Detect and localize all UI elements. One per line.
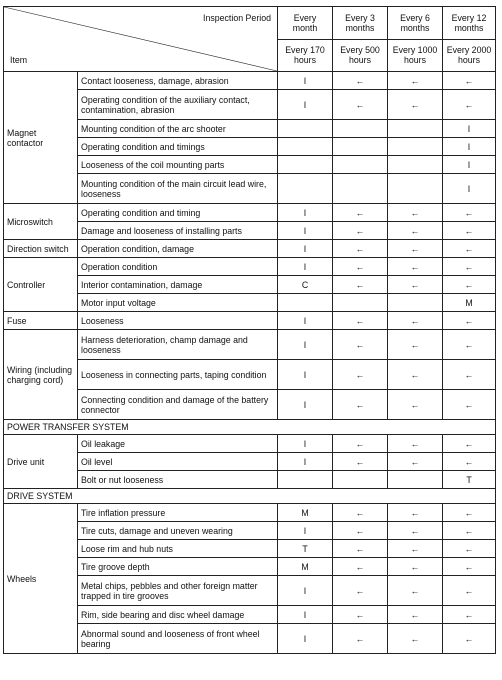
period-4-months: Every 12 months xyxy=(443,7,496,40)
period-3-months: Every 6 months xyxy=(388,7,443,40)
section-title: POWER TRANSFER SYSTEM xyxy=(4,420,496,435)
period-mark-4: ← xyxy=(443,222,496,240)
table-row xyxy=(4,72,496,90)
section-title: DRIVE SYSTEM xyxy=(4,489,496,504)
item-description: Damage and looseness of installing parts xyxy=(78,222,278,240)
table-row xyxy=(4,276,496,294)
inspection-schedule-table xyxy=(3,6,496,654)
period-mark-2: ← xyxy=(333,540,388,558)
category-cell: Drive unit xyxy=(4,435,78,489)
inspection-period-label: Inspection Period xyxy=(203,13,271,23)
period-mark-1: I xyxy=(278,390,333,420)
table-row xyxy=(4,540,496,558)
table-row xyxy=(4,453,496,471)
period-mark-3: ← xyxy=(388,204,443,222)
table-row xyxy=(4,504,496,522)
period-mark-3 xyxy=(388,120,443,138)
item-description: Connecting condition and damage of the battery connector xyxy=(78,390,278,420)
period-mark-3: ← xyxy=(388,624,443,654)
item-description: Operating condition and timing xyxy=(78,204,278,222)
period-mark-4: ← xyxy=(443,522,496,540)
period-mark-3: ← xyxy=(388,390,443,420)
period-mark-4: ← xyxy=(443,624,496,654)
table-row xyxy=(4,606,496,624)
period-mark-4: I xyxy=(443,138,496,156)
period-mark-4: ← xyxy=(443,576,496,606)
period-mark-2: ← xyxy=(333,435,388,453)
period-mark-2: ← xyxy=(333,222,388,240)
period-mark-2 xyxy=(333,138,388,156)
category-cell: Wheels xyxy=(4,504,78,654)
table-row xyxy=(4,576,496,606)
period-mark-3: ← xyxy=(388,522,443,540)
item-description: Looseness of the coil mounting parts xyxy=(78,156,278,174)
table-row xyxy=(4,258,496,276)
period-mark-4: T xyxy=(443,471,496,489)
period-mark-2: ← xyxy=(333,390,388,420)
period-mark-3: ← xyxy=(388,72,443,90)
item-description: Abnormal sound and looseness of front wheel bearing xyxy=(78,624,278,654)
period-mark-2: ← xyxy=(333,360,388,390)
period-mark-4: ← xyxy=(443,558,496,576)
item-description: Operating condition of the auxiliary contact, contamination, abrasion xyxy=(78,90,278,120)
table-row xyxy=(4,294,496,312)
period-mark-4: ← xyxy=(443,258,496,276)
section-header-row xyxy=(4,489,496,504)
table-body xyxy=(4,72,496,654)
period-mark-3 xyxy=(388,138,443,156)
period-mark-3: ← xyxy=(388,222,443,240)
period-mark-2: ← xyxy=(333,204,388,222)
period-2-hours: Every 500 hours xyxy=(333,39,388,72)
period-mark-2 xyxy=(333,174,388,204)
period-mark-2: ← xyxy=(333,453,388,471)
period-mark-2: ← xyxy=(333,558,388,576)
item-label: Item xyxy=(10,55,28,65)
table-row xyxy=(4,90,496,120)
table-row xyxy=(4,240,496,258)
period-mark-3 xyxy=(388,174,443,204)
period-mark-4: ← xyxy=(443,606,496,624)
period-mark-4: I xyxy=(443,156,496,174)
period-4-hours: Every 2000 hours xyxy=(443,39,496,72)
category-cell: Fuse xyxy=(4,312,78,330)
period-mark-1 xyxy=(278,138,333,156)
period-mark-2 xyxy=(333,156,388,174)
category-cell: Controller xyxy=(4,258,78,312)
period-mark-2: ← xyxy=(333,330,388,360)
period-mark-3: ← xyxy=(388,90,443,120)
period-mark-1: I xyxy=(278,435,333,453)
period-mark-3: ← xyxy=(388,576,443,606)
period-mark-4: ← xyxy=(443,276,496,294)
period-mark-3: ← xyxy=(388,258,443,276)
period-mark-3: ← xyxy=(388,276,443,294)
period-mark-4: ← xyxy=(443,90,496,120)
item-description: Oil leakage xyxy=(78,435,278,453)
period-mark-4: ← xyxy=(443,312,496,330)
period-mark-4: ← xyxy=(443,360,496,390)
item-description: Metal chips, pebbles and other foreign matter trapped in tire grooves xyxy=(78,576,278,606)
period-2-months: Every 3 months xyxy=(333,7,388,40)
item-description: Motor input voltage xyxy=(78,294,278,312)
period-mark-3 xyxy=(388,471,443,489)
period-mark-1: I xyxy=(278,606,333,624)
period-3-hours: Every 1000 hours xyxy=(388,39,443,72)
period-mark-1: C xyxy=(278,276,333,294)
period-mark-4: ← xyxy=(443,435,496,453)
period-mark-1: I xyxy=(278,204,333,222)
period-mark-2: ← xyxy=(333,576,388,606)
item-description: Operation condition, damage xyxy=(78,240,278,258)
item-description: Loose rim and hub nuts xyxy=(78,540,278,558)
period-mark-1: I xyxy=(278,222,333,240)
table-row xyxy=(4,390,496,420)
period-mark-2: ← xyxy=(333,240,388,258)
period-mark-4: ← xyxy=(443,504,496,522)
period-mark-2: ← xyxy=(333,276,388,294)
period-mark-1: I xyxy=(278,312,333,330)
period-mark-2: ← xyxy=(333,90,388,120)
period-mark-3: ← xyxy=(388,558,443,576)
period-mark-2: ← xyxy=(333,624,388,654)
period-mark-3: ← xyxy=(388,540,443,558)
section-header-row xyxy=(4,420,496,435)
period-mark-2: ← xyxy=(333,72,388,90)
item-description: Mounting condition of the arc shooter xyxy=(78,120,278,138)
item-description: Looseness xyxy=(78,312,278,330)
period-mark-1: I xyxy=(278,330,333,360)
item-description: Operating condition and timings xyxy=(78,138,278,156)
table-row xyxy=(4,120,496,138)
period-mark-2: ← xyxy=(333,312,388,330)
period-mark-1 xyxy=(278,294,333,312)
item-description: Rim, side bearing and disc wheel damage xyxy=(78,606,278,624)
period-mark-2 xyxy=(333,471,388,489)
period-mark-1 xyxy=(278,120,333,138)
item-description: Mounting condition of the main circuit lead wire, looseness xyxy=(78,174,278,204)
item-description: Oil level xyxy=(78,453,278,471)
period-mark-4: ← xyxy=(443,240,496,258)
table-row xyxy=(4,360,496,390)
period-mark-1 xyxy=(278,156,333,174)
period-mark-2 xyxy=(333,294,388,312)
table-row xyxy=(4,471,496,489)
table-row xyxy=(4,204,496,222)
header-diagonal-cell xyxy=(4,7,278,72)
table-row xyxy=(4,174,496,204)
table-row xyxy=(4,312,496,330)
period-mark-1: I xyxy=(278,90,333,120)
table-row xyxy=(4,435,496,453)
period-mark-4: M xyxy=(443,294,496,312)
period-mark-3: ← xyxy=(388,504,443,522)
item-description: Tire groove depth xyxy=(78,558,278,576)
category-cell: Wiring (including charging cord) xyxy=(4,330,78,420)
item-description: Tire inflation pressure xyxy=(78,504,278,522)
period-mark-2: ← xyxy=(333,504,388,522)
category-cell: Magnet contactor xyxy=(4,72,78,204)
period-mark-1: I xyxy=(278,453,333,471)
period-1-months: Every month xyxy=(278,7,333,40)
item-description: Operation condition xyxy=(78,258,278,276)
period-mark-4: ← xyxy=(443,390,496,420)
period-mark-1: I xyxy=(278,258,333,276)
table-row xyxy=(4,522,496,540)
period-mark-4: ← xyxy=(443,453,496,471)
period-mark-1: I xyxy=(278,522,333,540)
period-mark-4: ← xyxy=(443,540,496,558)
period-mark-3: ← xyxy=(388,312,443,330)
item-description: Bolt or nut looseness xyxy=(78,471,278,489)
period-mark-4: ← xyxy=(443,330,496,360)
period-mark-1: I xyxy=(278,576,333,606)
table-row xyxy=(4,624,496,654)
table-row xyxy=(4,558,496,576)
period-mark-1: I xyxy=(278,72,333,90)
period-mark-2: ← xyxy=(333,606,388,624)
table-row xyxy=(4,156,496,174)
period-mark-3: ← xyxy=(388,360,443,390)
period-mark-3: ← xyxy=(388,453,443,471)
period-mark-3: ← xyxy=(388,606,443,624)
item-description: Tire cuts, damage and uneven wearing xyxy=(78,522,278,540)
period-mark-4: ← xyxy=(443,72,496,90)
table-row xyxy=(4,138,496,156)
item-description: Contact looseness, damage, abrasion xyxy=(78,72,278,90)
period-mark-1: M xyxy=(278,504,333,522)
period-mark-3: ← xyxy=(388,240,443,258)
period-mark-3: ← xyxy=(388,435,443,453)
table-row xyxy=(4,222,496,240)
item-description: Harness deterioration, champ damage and looseness xyxy=(78,330,278,360)
item-description: Looseness in connecting parts, taping condition xyxy=(78,360,278,390)
period-mark-4: I xyxy=(443,120,496,138)
period-1-hours: Every 170 hours xyxy=(278,39,333,72)
period-mark-1: I xyxy=(278,360,333,390)
table-header xyxy=(4,7,496,72)
period-mark-4: ← xyxy=(443,204,496,222)
period-mark-2 xyxy=(333,120,388,138)
period-mark-1: M xyxy=(278,558,333,576)
period-mark-1: T xyxy=(278,540,333,558)
period-mark-2: ← xyxy=(333,522,388,540)
period-mark-3 xyxy=(388,156,443,174)
period-mark-1 xyxy=(278,174,333,204)
period-mark-1: I xyxy=(278,624,333,654)
period-mark-3: ← xyxy=(388,330,443,360)
period-mark-1 xyxy=(278,471,333,489)
period-mark-4: I xyxy=(443,174,496,204)
period-mark-3 xyxy=(388,294,443,312)
table-row xyxy=(4,330,496,360)
category-cell: Direction switch xyxy=(4,240,78,258)
period-mark-2: ← xyxy=(333,258,388,276)
period-mark-1: I xyxy=(278,240,333,258)
item-description: Interior contamination, damage xyxy=(78,276,278,294)
category-cell: Microswitch xyxy=(4,204,78,240)
